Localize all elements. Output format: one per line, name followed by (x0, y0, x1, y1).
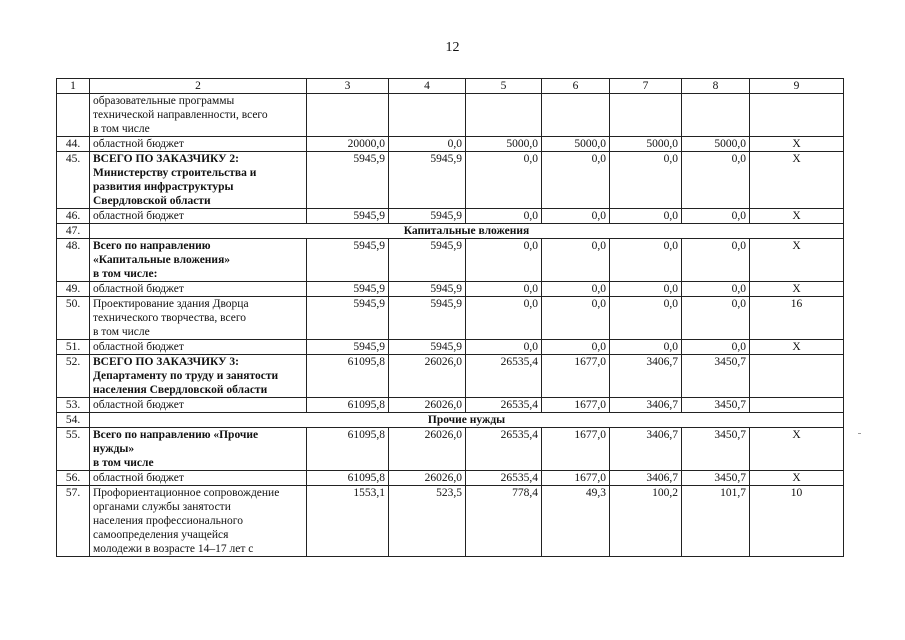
description-line: Профориентационное сопровождение (93, 487, 280, 499)
amount-cell: 5945,9 (389, 152, 466, 209)
column9-cell: X (750, 428, 844, 471)
amount-cell: 0,0 (542, 239, 610, 282)
column9-cell: X (750, 239, 844, 282)
column-header: 6 (542, 79, 610, 94)
table-row (57, 398, 844, 413)
amount-cell: 3450,7 (682, 428, 750, 471)
amount-cell: 1677,0 (542, 471, 610, 486)
amount-cell (307, 94, 389, 137)
amount-cell: 778,4 (466, 486, 542, 557)
amount-cell: 3406,7 (610, 471, 682, 486)
row-number: 50. (57, 297, 90, 340)
description-line: самоопределения учащейся (93, 529, 229, 541)
description-line: ВСЕГО ПО ЗАКАЗЧИКУ 3: (93, 356, 240, 368)
row-number: 51. (57, 340, 90, 355)
description-line: в том числе: (93, 268, 158, 280)
amount-cell: 101,7 (682, 486, 750, 557)
description-line: органами службы занятости (93, 501, 231, 513)
amount-cell: 0,0 (610, 340, 682, 355)
amount-cell: 0,0 (466, 340, 542, 355)
amount-cell: 26535,4 (466, 355, 542, 398)
section-heading: Прочие нужды (90, 413, 844, 428)
row-description (90, 471, 307, 486)
amount-cell: 0,0 (542, 152, 610, 209)
description-line: областной бюджет (93, 399, 184, 411)
amount-cell: 5000,0 (682, 137, 750, 152)
column9-cell (750, 94, 844, 137)
amount-cell: 0,0 (466, 282, 542, 297)
amount-cell: 3406,7 (610, 398, 682, 413)
amount-cell: 0,0 (542, 282, 610, 297)
amount-cell: 3450,7 (682, 355, 750, 398)
table-row (57, 282, 844, 297)
row-number: 54. (57, 413, 90, 428)
column-header: 5 (466, 79, 542, 94)
amount-cell: 1677,0 (542, 355, 610, 398)
column-header: 1 (57, 79, 90, 94)
table-row (57, 224, 844, 239)
column-header: 8 (682, 79, 750, 94)
row-description (90, 239, 307, 282)
amount-cell: 5000,0 (542, 137, 610, 152)
row-number: 53. (57, 398, 90, 413)
table-row (57, 471, 844, 486)
amount-cell: 5945,9 (389, 297, 466, 340)
amount-cell: 0,0 (466, 239, 542, 282)
row-description (90, 137, 307, 152)
row-description (90, 428, 307, 471)
amount-cell: 0,0 (466, 209, 542, 224)
row-description (90, 398, 307, 413)
amount-cell: 61095,8 (307, 471, 389, 486)
description-line: нужды» (93, 443, 135, 455)
amount-cell: 20000,0 (307, 137, 389, 152)
column-header: 7 (610, 79, 682, 94)
amount-cell: 5945,9 (307, 152, 389, 209)
amount-cell: 3406,7 (610, 355, 682, 398)
table-row (57, 297, 844, 340)
amount-cell: 3406,7 (610, 428, 682, 471)
amount-cell: 100,2 (610, 486, 682, 557)
row-description (90, 297, 307, 340)
row-description (90, 209, 307, 224)
table-row (57, 413, 844, 428)
description-line: ВСЕГО ПО ЗАКАЗЧИКУ 2: (93, 153, 240, 165)
row-number: 49. (57, 282, 90, 297)
table-row (57, 239, 844, 282)
description-line: в том числе (93, 123, 150, 135)
amount-cell: 5000,0 (466, 137, 542, 152)
row-number: 46. (57, 209, 90, 224)
description-line: областной бюджет (93, 283, 184, 295)
amount-cell: 0,0 (682, 297, 750, 340)
table-row (57, 428, 844, 471)
amount-cell: 5945,9 (389, 239, 466, 282)
row-number: 56. (57, 471, 90, 486)
description-line: областной бюджет (93, 210, 184, 222)
description-line: областной бюджет (93, 138, 184, 150)
amount-cell: 49,3 (542, 486, 610, 557)
amount-cell: 26026,0 (389, 428, 466, 471)
amount-cell: 0,0 (466, 297, 542, 340)
description-line: Департаменту по труду и занятости (93, 370, 279, 382)
column9-cell: X (750, 340, 844, 355)
row-number: 47. (57, 224, 90, 239)
amount-cell: 0,0 (610, 297, 682, 340)
amount-cell (610, 94, 682, 137)
section-heading: Капитальные вложения (90, 224, 844, 239)
description-line: образовательные программы (93, 95, 235, 107)
description-line: развития инфраструктуры (93, 181, 234, 193)
column9-cell: X (750, 152, 844, 209)
description-line: населения Свердловской области (93, 384, 268, 396)
header-row (57, 79, 844, 94)
table-row (57, 209, 844, 224)
column-header: 2 (90, 79, 307, 94)
budget-table (56, 78, 844, 557)
column9-cell: 16 (750, 297, 844, 340)
row-description (90, 340, 307, 355)
amount-cell: 0,0 (610, 239, 682, 282)
row-number: 52. (57, 355, 90, 398)
amount-cell: 0,0 (542, 209, 610, 224)
column-header: 3 (307, 79, 389, 94)
column9-cell (750, 355, 844, 398)
description-line: технического творчества, всего (93, 312, 247, 324)
amount-cell: 0,0 (682, 239, 750, 282)
column9-cell (750, 398, 844, 413)
amount-cell: 61095,8 (307, 355, 389, 398)
amount-cell: 0,0 (682, 209, 750, 224)
row-number: 44. (57, 137, 90, 152)
row-number: 55. (57, 428, 90, 471)
amount-cell: 26026,0 (389, 398, 466, 413)
table-row (57, 486, 844, 557)
amount-cell: 5945,9 (307, 340, 389, 355)
row-description (90, 152, 307, 209)
column9-cell: X (750, 471, 844, 486)
amount-cell: 0,0 (542, 340, 610, 355)
amount-cell (682, 94, 750, 137)
row-description (90, 282, 307, 297)
description-line: Всего по направлению (93, 240, 211, 252)
amount-cell: 26535,4 (466, 471, 542, 486)
amount-cell: 1677,0 (542, 398, 610, 413)
amount-cell: 61095,8 (307, 428, 389, 471)
column9-cell: X (750, 137, 844, 152)
column9-cell: X (750, 209, 844, 224)
description-line: «Капитальные вложения» (93, 254, 231, 266)
description-line: областной бюджет (93, 472, 184, 484)
row-number: 48. (57, 239, 90, 282)
amount-cell: 0,0 (466, 152, 542, 209)
description-line: Проектирование здания Дворца (93, 298, 249, 310)
table-row (57, 94, 844, 137)
amount-cell: 1677,0 (542, 428, 610, 471)
amount-cell: 61095,8 (307, 398, 389, 413)
amount-cell (542, 94, 610, 137)
amount-cell: 0,0 (682, 282, 750, 297)
description-line: в том числе (93, 326, 150, 338)
row-description (90, 94, 307, 137)
description-line: в том числе (93, 457, 154, 469)
amount-cell: 26026,0 (389, 355, 466, 398)
row-number: 57. (57, 486, 90, 557)
scan-mark (858, 433, 861, 434)
amount-cell (389, 94, 466, 137)
amount-cell: 26535,4 (466, 428, 542, 471)
amount-cell: 1553,1 (307, 486, 389, 557)
amount-cell: 5945,9 (389, 282, 466, 297)
description-line: технической направленности, всего (93, 109, 268, 121)
amount-cell: 26535,4 (466, 398, 542, 413)
amount-cell: 0,0 (610, 152, 682, 209)
amount-cell: 5000,0 (610, 137, 682, 152)
row-number: 45. (57, 152, 90, 209)
description-line: Министерству строительства и (93, 167, 257, 179)
amount-cell: 523,5 (389, 486, 466, 557)
amount-cell: 5945,9 (307, 297, 389, 340)
table-row (57, 152, 844, 209)
description-line: Свердловской области (93, 195, 211, 207)
amount-cell: 3450,7 (682, 471, 750, 486)
description-line: населения профессионального (93, 515, 243, 527)
row-description (90, 486, 307, 557)
amount-cell: 0,0 (610, 209, 682, 224)
amount-cell (466, 94, 542, 137)
column9-cell: X (750, 282, 844, 297)
amount-cell: 0,0 (542, 297, 610, 340)
amount-cell: 0,0 (682, 340, 750, 355)
amount-cell: 26026,0 (389, 471, 466, 486)
row-description (90, 355, 307, 398)
column9-cell: 10 (750, 486, 844, 557)
column-header: 4 (389, 79, 466, 94)
table-row (57, 340, 844, 355)
description-line: Всего по направлению «Прочие (93, 429, 259, 441)
description-line: молодежи в возрасте 14–17 лет с (93, 543, 254, 555)
page-number: 12 (445, 40, 460, 55)
amount-cell: 0,0 (682, 152, 750, 209)
amount-cell: 5945,9 (389, 340, 466, 355)
amount-cell: 5945,9 (389, 209, 466, 224)
row-number (57, 94, 90, 137)
amount-cell: 0,0 (389, 137, 466, 152)
description-line: областной бюджет (93, 341, 184, 353)
column-header: 9 (750, 79, 844, 94)
amount-cell: 5945,9 (307, 209, 389, 224)
amount-cell: 5945,9 (307, 282, 389, 297)
amount-cell: 5945,9 (307, 239, 389, 282)
amount-cell: 3450,7 (682, 398, 750, 413)
table-row (57, 355, 844, 398)
table-row (57, 137, 844, 152)
amount-cell: 0,0 (610, 282, 682, 297)
